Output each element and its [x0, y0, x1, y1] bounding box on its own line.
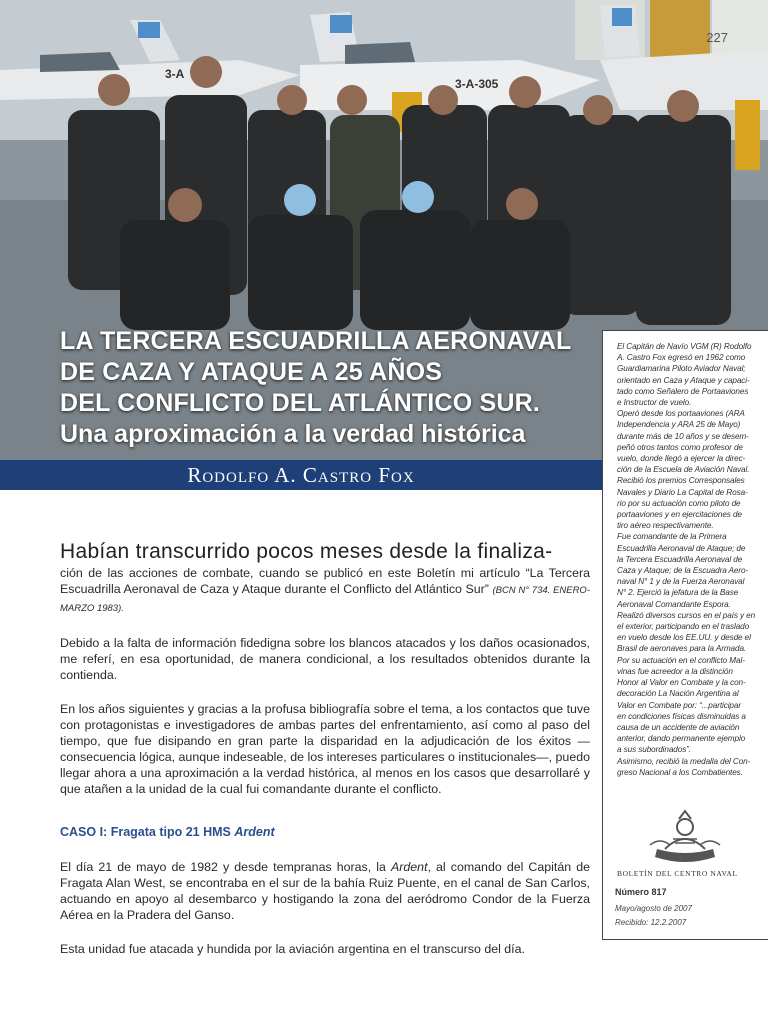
paragraph-3: En los años siguientes y gracias a la profusa bibliografía sobre el tema, a los contactos que tuve con protagonistas e investigadores de ambas partes del enfrentamiento, así como al paso del tiempo, que fue disipando en gran parte la disparidad en la adjudicación de los éxitos —consecuencia lógica, aunque indeseable, de los intereses particulares o institucionales—, puedo llegar ahora a una aproximación a la verdad histórica, al menos en los casos que desarrollaré y que atañen a la unidad de la cual fui comandante durante el conflicto. [60, 702, 590, 796]
bio-line: Por su actuación en el conflicto Mal- [617, 655, 745, 665]
title-line-1: LA TERCERA ESCUADRILLA AERONAVAL [60, 327, 572, 355]
bio-line: vuelo, donde llegó a ejercer la direc- [617, 454, 746, 464]
bio-line: naval N° 1 y de la Fuerza Aeronaval [617, 577, 745, 587]
received-date: Recibido: 12.2.2007 [615, 918, 687, 927]
bio-line: ción de la Escuela de Aviación Naval. [617, 465, 750, 475]
author-sidebar [602, 330, 768, 940]
paragraph-4-start: El día 21 de mayo de 1982 y desde tempranas horas, la [60, 860, 386, 874]
bio-line: Caza y Ataque; de la Escuadra Aero- [617, 566, 749, 576]
aircraft-code-2: 3-A-305 [455, 77, 499, 91]
title-line-4: Una aproximación a la verdad histórica [60, 420, 526, 448]
paragraph-4-end: , al comando del Capitán de Fragata Alan West, se encontraba en el sur de la bahía Ruiz Puente, en el canal de San Carlos, actuando en apoyo al desembarco y hostigando la zona del aeródromo Condor de la Fuerza Aérea en la Pradera del Ganso. [60, 860, 590, 922]
issue-dates [615, 902, 692, 930]
bio-line: A. Castro Fox egresó en 1962 como [617, 353, 746, 363]
bio-line: decoración La Nación Argentina al [617, 689, 739, 699]
case-ship-name: Ardent [234, 825, 275, 839]
bio-line: rio por su actuación como piloto de [617, 498, 741, 508]
issue-number: Número 817 [615, 887, 667, 897]
title-line-3: DEL CONFLICTO DEL ATLÁNTICO SUR. [60, 389, 541, 417]
case-heading [60, 825, 590, 839]
bio-line: e Instructor de vuelo. [617, 398, 692, 408]
bio-line: Guardiamarina Piloto Aviador Naval; [617, 364, 746, 374]
paragraph-4-ship: Ardent [391, 860, 428, 874]
bio-line: tado como Señalero de Portaaviones [617, 386, 749, 396]
bio-line: a sus subordinados”. [617, 745, 692, 755]
publication-name: BOLETÍN DEL CENTRO NAVAL [617, 869, 738, 878]
lead-line: Habían transcurrido pocos meses desde la finaliza- [60, 540, 553, 563]
bio-line: greso Nacional a los Combatientes. [617, 767, 743, 777]
title-line-2: DE CAZA Y ATAQUE A 25 AÑOS [60, 358, 443, 386]
page-number: 227 [706, 30, 728, 45]
bio-line: vinas fue acreedor a la distinción [617, 666, 733, 676]
bio-line: peñó otros tantos como profesor de [617, 442, 743, 452]
bio-line: Asimismo, recibió la medalla del Con- [617, 756, 751, 766]
bio-line: Aeronaval Comandante Espora. [617, 599, 731, 609]
bio-line: Navales y Diario La Capital de Rosa- [617, 487, 748, 497]
aircraft-code-1: 3-A [165, 67, 185, 81]
issue-period: Mayo/agosto de 2007 [615, 904, 692, 913]
author-name: Rodolfo A. Castro Fox [187, 463, 415, 487]
article-title [60, 326, 600, 450]
bio-line: N° 2. Ejerció la jefatura de la Base [617, 588, 739, 598]
bio-line: en condiciones físicas disminuidas a [617, 711, 746, 721]
bio-line: la Tercera Escuadrilla Aeronaval de [617, 554, 743, 564]
paragraph-2: Debido a la falta de información fidedigna sobre los blancos atacados y los daños ocasionados, me referí, en esa oportunidad, de manera condicional, a los resultados obtenidos durante la contienda. [60, 636, 590, 682]
paragraph-1-text: ción de las acciones de combate, cuando se publicó en este Boletín mi artículo “La Tercera Escuadrilla Aeronaval de Caza y Ataque durante el Conflicto del Atlántico Sur” [60, 566, 590, 596]
citation: (BCN N° 734. ENERO-MARZO 1983). [60, 585, 590, 614]
bio-line: Fue comandante de la Primera [617, 532, 727, 542]
bio-line: Operó desde los portaaviones (ARA [617, 409, 745, 419]
author-bio [617, 341, 760, 778]
paragraph-1 [60, 565, 590, 617]
bio-line: Honor al Valor en Combate y la con- [617, 678, 746, 688]
bio-line: El Capitán de Navío VGM (R) Rodolfo [617, 342, 752, 351]
bio-line: Brasil de aeronaves para la Armada. [617, 644, 747, 654]
bio-line: en vuelo desde los EE.UU. y desde el [617, 633, 751, 643]
paragraph-5: Esta unidad fue atacada y hundida por la aviación argentina en el transcurso del día. [60, 942, 525, 956]
bio-line: anterior, dando permanente ejemplo [617, 734, 746, 744]
bio-line: Independencia y ARA 25 de Mayo) [617, 420, 741, 430]
bio-line: el exterior, participando en el traslado [617, 622, 750, 632]
centro-naval-emblem-icon [635, 809, 735, 867]
author-bar [0, 460, 602, 490]
bio-line: portaaviones y en ejercitaciones de [617, 510, 742, 520]
bio-line: orientado en Caza y Ataque y capaci- [617, 375, 750, 385]
bio-line: Realizó diversos cursos en el país y en [617, 610, 756, 620]
bio-line: Valor en Combate por: “...participar [617, 700, 741, 710]
article-body [60, 540, 590, 975]
paragraph-4 [60, 859, 590, 923]
bio-line: durante más de 10 años y se desem- [617, 431, 749, 441]
bio-line: Recibió los premios Corresponsales [617, 476, 745, 486]
bio-line: causa de un accidente de aviación [617, 722, 740, 732]
bio-line: Escuadrilla Aeronaval de Ataque; de [617, 543, 746, 553]
case-heading-text: CASO I: Fragata tipo 21 HMS [60, 825, 231, 839]
bio-line: tiro aéreo respectivamente. [617, 521, 714, 531]
